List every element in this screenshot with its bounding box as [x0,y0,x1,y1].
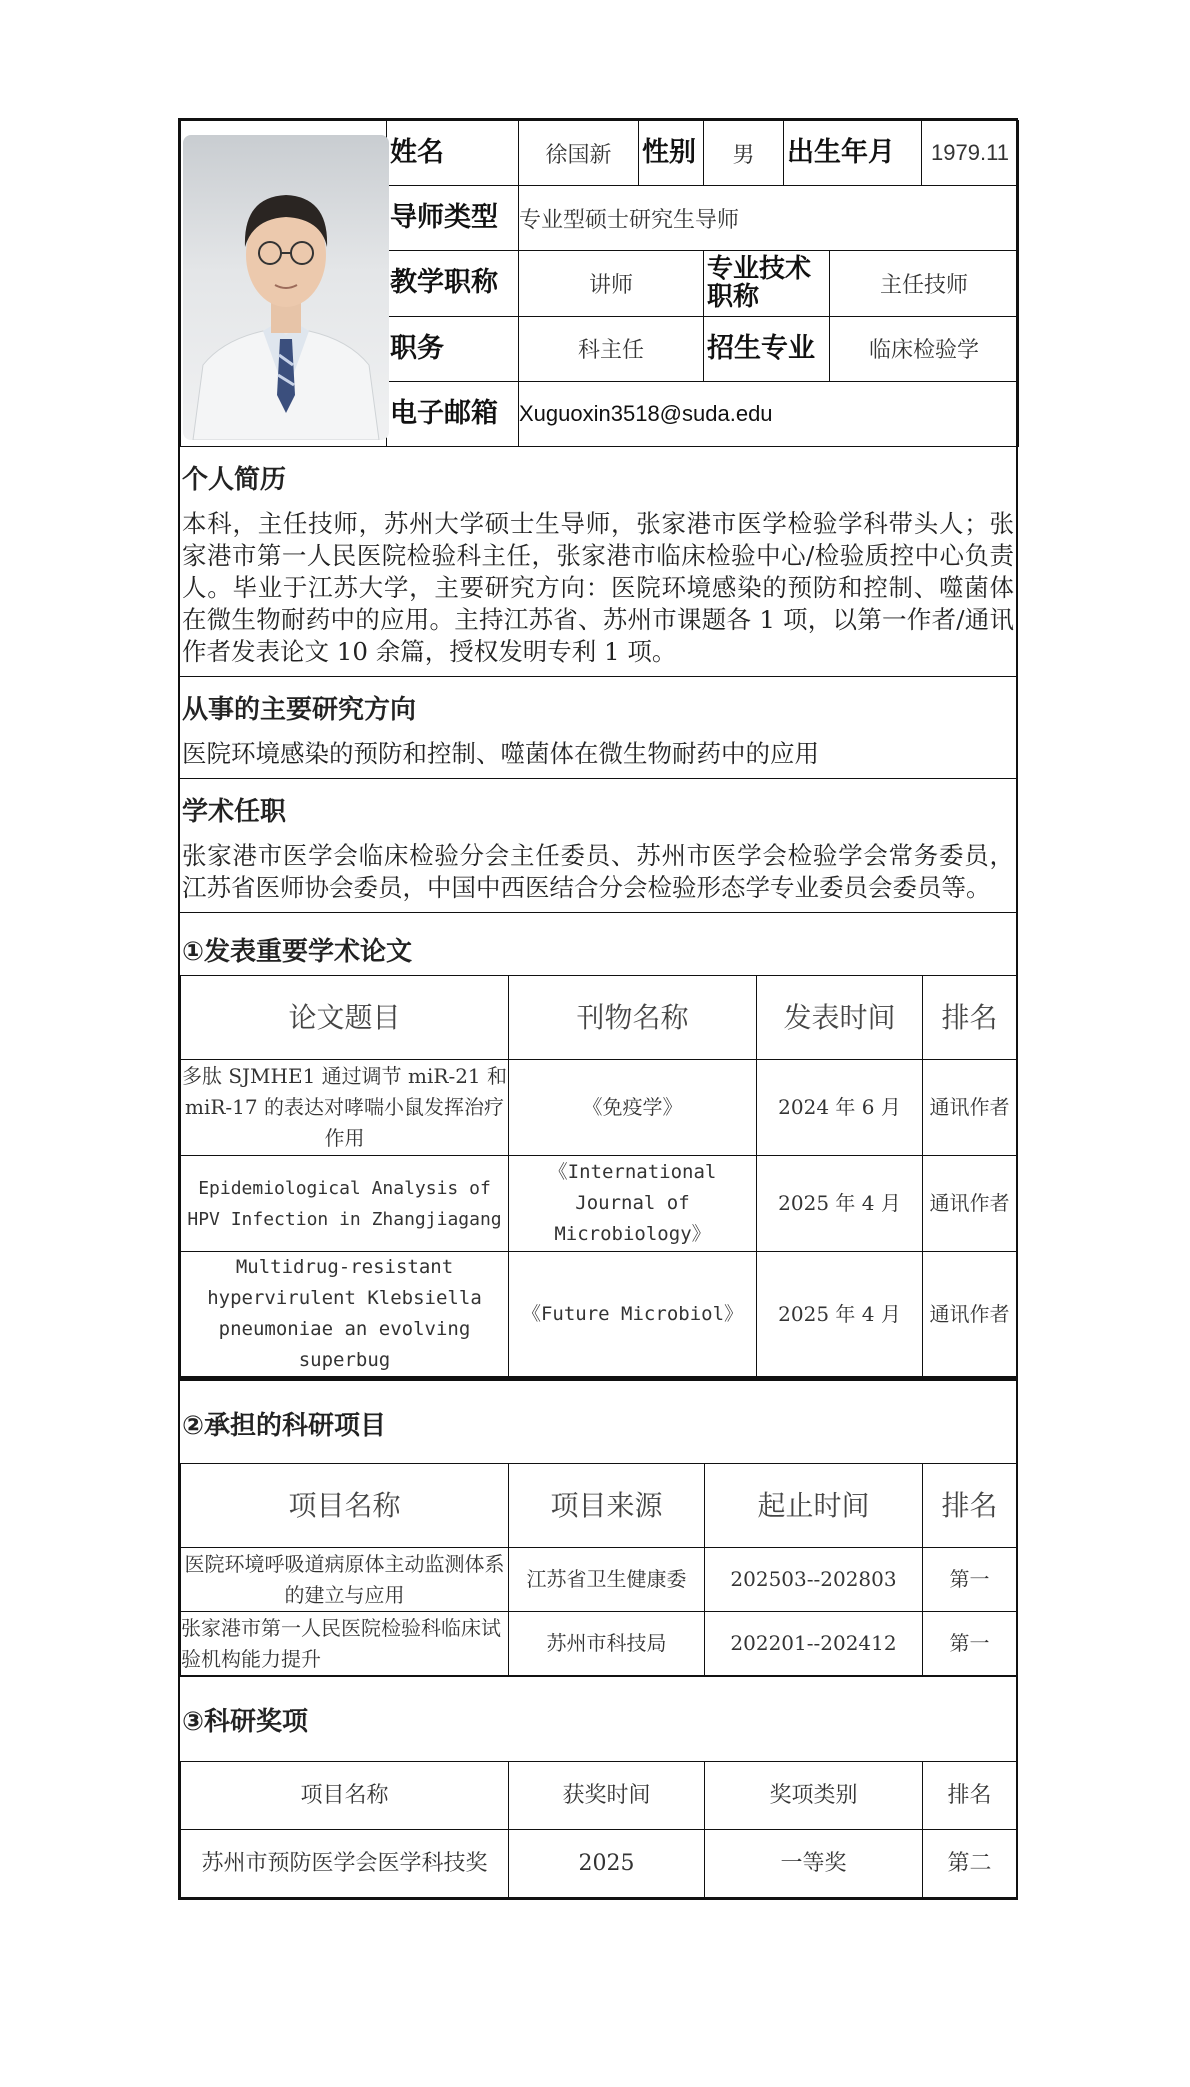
project-period: 202503--202803 [705,1548,923,1612]
tech-title-label: 专业技术职称 [704,251,830,316]
major-label: 招生专业 [704,316,830,381]
projects-section [180,1378,1016,1677]
table-row [181,1612,1017,1676]
paper-date: 2025 年 4 月 [757,1156,923,1252]
research-text: 医院环境感染的预防和控制、噬菌体在微生物耐药中的应用 [182,739,819,768]
name-label: 姓名 [387,121,519,186]
awards-header-category: 奖项类别 [705,1762,923,1830]
project-rank: 第一 [923,1548,1017,1612]
table-row [181,1252,1017,1377]
award-rank: 第二 [923,1830,1017,1898]
research-heading: 从事的主要研究方向 [182,695,417,725]
projects-header-source: 项目来源 [509,1464,705,1548]
paper-journal: 《Future Microbiol》 [509,1252,757,1377]
project-name: 张家港市第一人民医院检验科临床试验机构能力提升 [181,1612,509,1676]
paper-rank: 通讯作者 [923,1252,1017,1377]
paper-date: 2024 年 6 月 [757,1060,923,1156]
bio-text: 本科，主任技师，苏州大学硕士生导师，张家港市医学检验学科带头人；张家港市第一人民医院检验科主任，张家港市临床检验中心/检验质控中心负责人。毕业于江苏大学，主要研究方向：医院环境感染的预防和控制、噬菌体在微生物耐药中的应用。主持江苏省、苏州市课题各 1 项，以第一作者/通讯作者发表论文 10 余篇，授权发明专利 1 项。 [182,509,1014,666]
email-label: 电子邮箱 [387,381,519,446]
award-time: 2025 [509,1830,705,1898]
award-name: 苏州市预防医学会医学科技奖 [181,1830,509,1898]
birth-value: 1979.11 [922,121,1019,186]
awards-header-time: 获奖时间 [509,1762,705,1830]
academic-section [180,779,1016,913]
major-value: 临床检验学 [830,316,1019,381]
papers-table [180,975,1017,1377]
gender-label: 性别 [639,121,704,186]
award-category: 一等奖 [705,1830,923,1898]
projects-header-rank: 排名 [923,1464,1017,1548]
papers-section [180,913,1016,1378]
papers-header-journal: 刊物名称 [509,976,757,1060]
teaching-title-value: 讲师 [519,251,704,316]
paper-journal: 《免疫学》 [509,1060,757,1156]
papers-header-date: 发表时间 [757,976,923,1060]
academic-heading: 学术任职 [182,797,287,827]
project-name: 医院环境呼吸道病原体主动监测体系的建立与应用 [181,1548,509,1612]
email-value[interactable]: Xuguoxin3518@suda.edu [519,381,1019,446]
paper-title: Epidemiological Analysis of HPV Infection in Zhangjiagang [181,1156,509,1252]
paper-date: 2025 年 4 月 [757,1252,923,1377]
mentor-type-label: 导师类型 [387,186,519,251]
papers-heading: ①发表重要学术论文 [182,937,413,967]
table-row [181,1548,1017,1612]
paper-rank: 通讯作者 [923,1156,1017,1252]
paper-rank: 通讯作者 [923,1060,1017,1156]
position-value: 科主任 [519,316,704,381]
projects-header-period: 起止时间 [705,1464,923,1548]
table-row [181,1156,1017,1252]
awards-section [180,1677,1016,1898]
mentor-type-value: 专业型硕士研究生导师 [519,186,1019,251]
academic-text: 张家港市医学会临床检验分会主任委员、苏州市医学会检验学会常务委员，江苏省医师协会委员，中国中西医结合分会检验形态学专业委员会委员等。 [182,841,1014,902]
projects-table [180,1463,1017,1676]
projects-heading: ②承担的科研项目 [182,1411,387,1441]
table-row [181,1830,1017,1898]
paper-title: Multidrug-resistant hypervirulent Klebsiella pneumoniae an evolving superbug [181,1252,509,1377]
papers-header-title: 论文题目 [181,976,509,1060]
project-period: 202201--202412 [705,1612,923,1676]
project-source: 江苏省卫生健康委 [509,1548,705,1612]
profile-sheet [178,118,1018,1900]
awards-heading: ③科研奖项 [182,1707,309,1737]
tech-title-value: 主任技师 [830,251,1019,316]
birth-label: 出生年月 [784,121,922,186]
table-row [181,1060,1017,1156]
name-value: 徐国新 [519,121,639,186]
paper-title: 多肽 SJMHE1 通过调节 miR-21 和 miR-17 的表达对哮喘小鼠发挥治疗作用 [181,1060,509,1156]
project-source: 苏州市科技局 [509,1612,705,1676]
profile-info-table [180,120,1019,447]
papers-header-rank: 排名 [923,976,1017,1060]
bio-section [180,447,1016,677]
awards-table [180,1761,1017,1898]
project-rank: 第一 [923,1612,1017,1676]
paper-journal: 《International Journal of Microbiology》 [509,1156,757,1252]
position-label: 职务 [387,316,519,381]
photo-cell [181,121,387,447]
research-section [180,677,1016,779]
teaching-title-label: 教学职称 [387,251,519,316]
bio-heading: 个人简历 [182,465,287,495]
awards-header-rank: 排名 [923,1762,1017,1830]
projects-header-name: 项目名称 [181,1464,509,1548]
gender-value: 男 [704,121,784,186]
portrait-photo [183,135,389,440]
awards-header-name: 项目名称 [181,1762,509,1830]
